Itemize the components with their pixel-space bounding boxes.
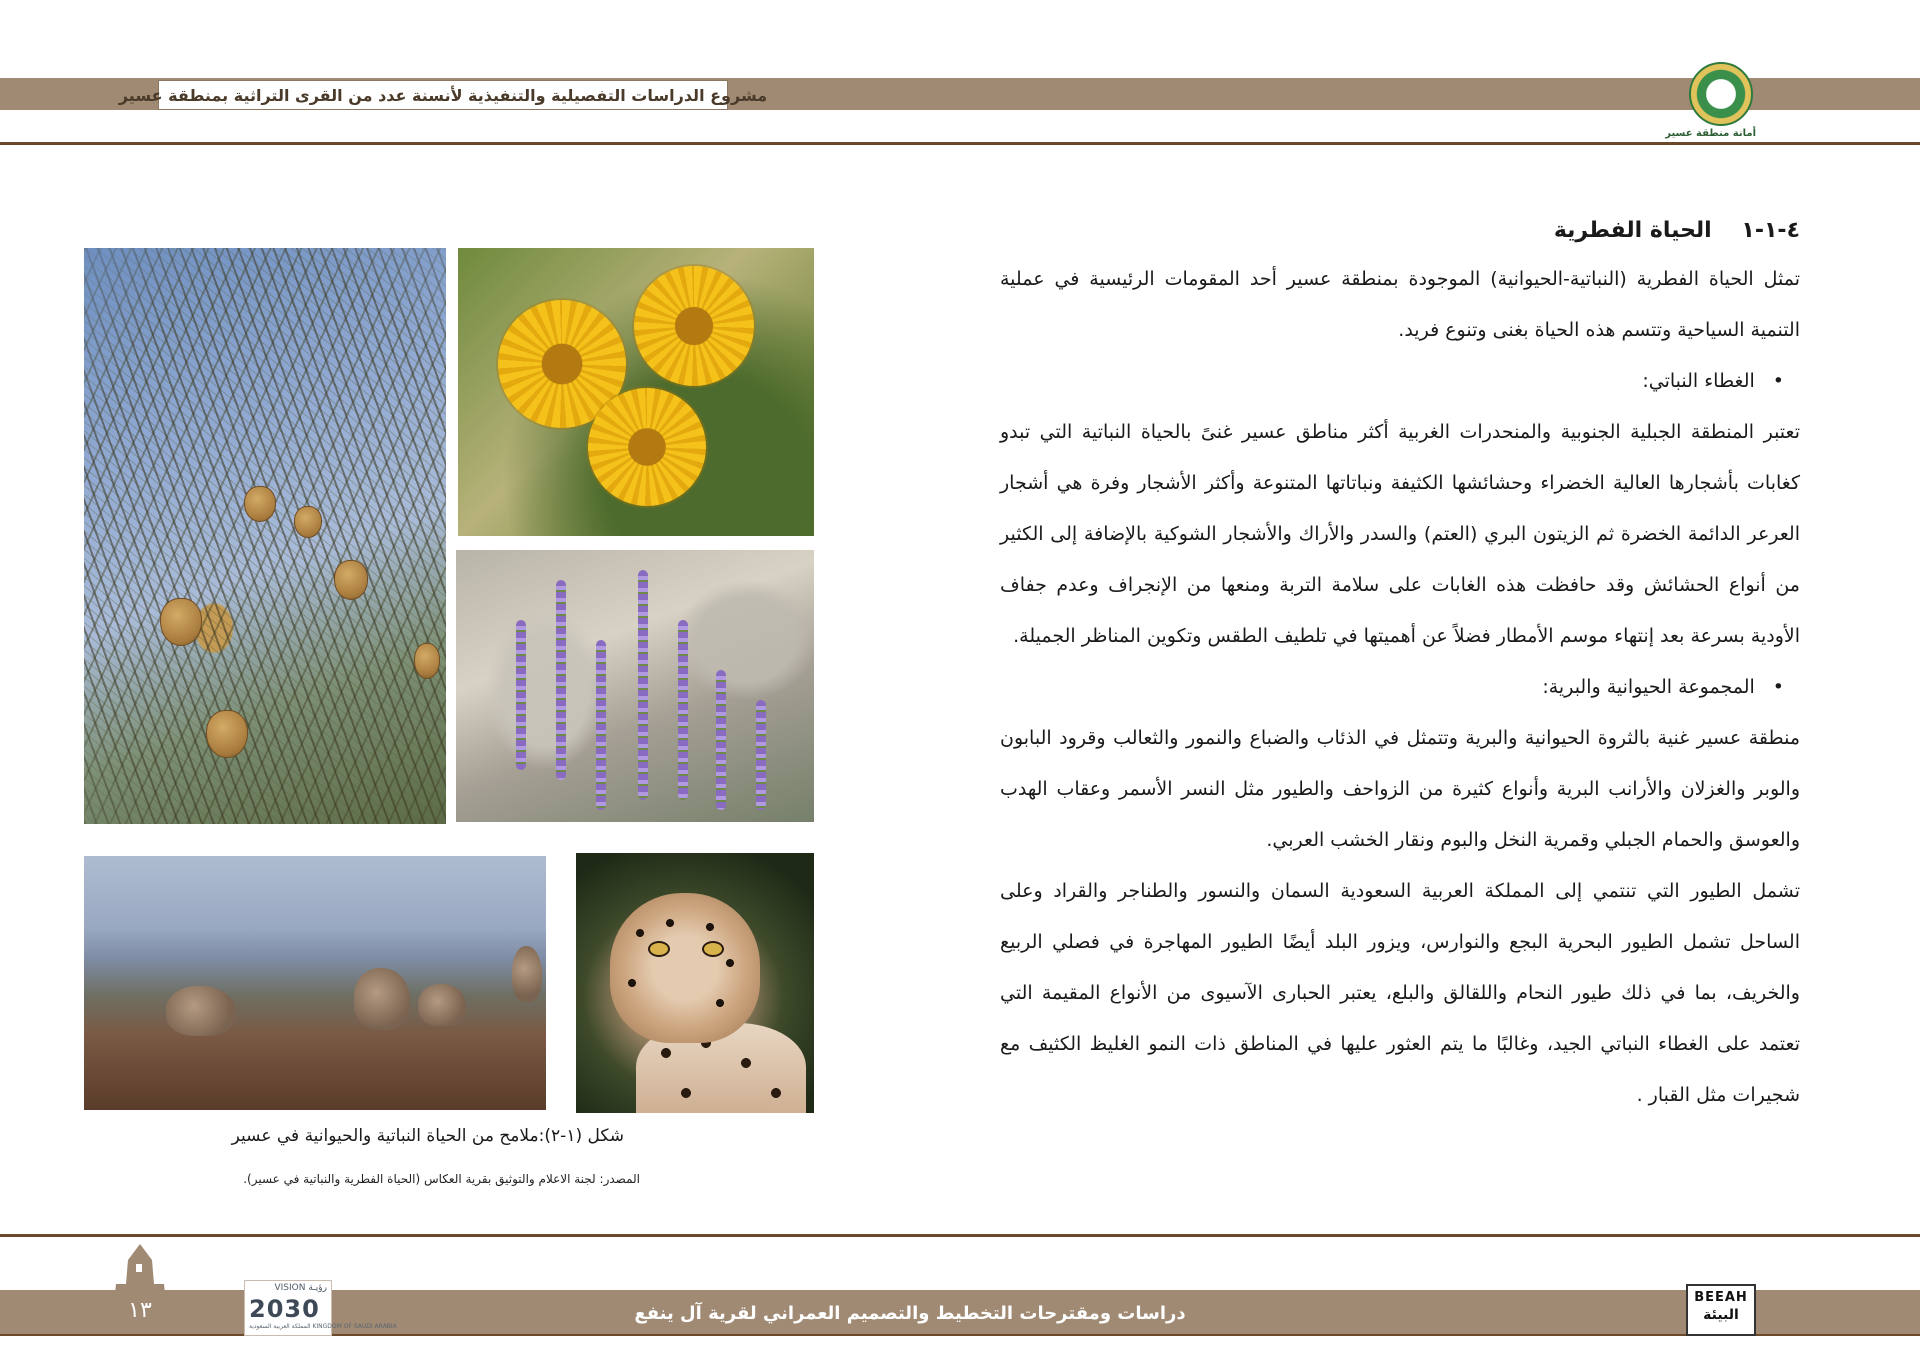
bird-nest — [244, 486, 276, 522]
bird-nest — [206, 710, 248, 758]
baboon — [512, 946, 542, 1002]
vision-label: VISION رؤيـة — [274, 1283, 327, 1293]
bird-nest — [160, 598, 202, 646]
leopard-eye — [702, 941, 724, 957]
beeah-logo — [1686, 1284, 1756, 1336]
municipality-logo — [1665, 62, 1756, 142]
wildlife-paragraph: منطقة عسير غنية بالثروة الحيوانية والبرية وتتمثل في الذئاب والضباع والنمور والثعالب وقرود البابون والوبر والغزلان والأرانب البرية وأنواع كثيرة من الزواحف والطيور مثل النسر الأسمر وعقاب الهدب والعوسق والحمام الجبلي وقمرية النخل والبوم ونقار الخشب العربي. — [1000, 727, 1800, 851]
footer-rule — [0, 1234, 1920, 1237]
beeah-logo-ar: البيئة — [1703, 1307, 1739, 1323]
section-heading — [1000, 210, 1800, 252]
flower-spike — [716, 670, 726, 810]
section-number: ٤-١-١ — [1741, 218, 1800, 243]
bullet-vegetation: • الغطاء النباتي: — [1000, 356, 1800, 407]
flower-spike — [756, 700, 766, 810]
logo-caption: أمانة منطقة عسير — [1665, 128, 1756, 139]
birds-paragraph: تشمل الطيور التي تنتمي إلى المملكة العربية السعودية السمان والنسور والطناجر والقراد وعلى الساحل تشمل الطيور البحرية البجع والنوارس، ويزور البلد أيضًا الطيور المهاجرة في فصلي الربيع والخريف، بما في ذلك طيور النحام واللقالق والبلع، يعتبر الحبارى الآسيوى من الأنواع المقيمة التي تعتمد على الغطاء النباتي الجيد، وغالبًا ما يتم العثور عليها في المناطق ذات النمو الغليظ الكثيف مع شجيرات مثل القبار . — [1000, 880, 1800, 1106]
header-rule — [0, 142, 1920, 145]
flower-spike — [516, 620, 526, 770]
yellow-flower — [588, 388, 706, 506]
vision-subtitle: المملكة العربية السعودية KINGDOM OF SAUDI ARABIA — [249, 1323, 397, 1330]
beeah-logo-en: BEEAH — [1694, 1290, 1748, 1305]
photo-leopard — [576, 853, 814, 1113]
vegetation-paragraph: تعتبر المنطقة الجبلية الجنوبية والمنحدرات الغربية أكثر مناطق عسير غنىً بالحياة النباتية التي تبدو كغابات بأشجارها العالية الخضراء وحشائشها الكثيفة ونباتاتها المتنوعة وأكثر الأشجار وفرة هي أشجار العرعر الدائمة الخضرة ثم الزيتون البري (العتم) والسدر والأراك والأشجار الشوكية بالإضافة إلى الكثير من أنواع الحشائش وقد حافظت هذه الغابات على سلامة التربة ومنعها من الإنجراف وعدم جفاف الأودية بسرعة بعد إنتهاء موسم الأمطار فضلاً عن أهميتها في تلطيف الطقس وتكوين المناظر الجميلة. — [1000, 421, 1800, 647]
main-text-column — [1000, 210, 1800, 1121]
vision-year: 2030 — [249, 1295, 320, 1323]
baboon — [418, 984, 466, 1026]
bird-nest — [414, 643, 440, 679]
intro-paragraph: تمثل الحياة الفطرية (النباتية-الحيوانية) الموجودة بمنطقة عسير أحد المقومات الرئيسية في عملية التنمية السياحية وتتسم هذه الحياة بغنى وتنوع فريد. — [1000, 268, 1800, 341]
photo-baboons — [84, 856, 546, 1110]
vision-2030-logo — [244, 1280, 397, 1336]
leopard-face — [610, 893, 760, 1043]
footer-title: دراسات ومقترحات التخطيط والتصميم العمراني لقرية آل ينفع — [634, 1302, 1186, 1324]
bird-nest — [334, 560, 368, 600]
baboon — [354, 968, 410, 1030]
bullet-wildlife: • المجموعة الحيوانية والبرية: — [1000, 662, 1800, 713]
bird-nest — [294, 506, 322, 538]
figure-source: المصدر: لجنة الاعلام والتوثيق بقرية العكاس (الحياة الفطرية والنباتية في عسير). — [243, 1172, 640, 1186]
page-number: ١٣ — [128, 1297, 152, 1323]
flower-spike — [678, 620, 688, 800]
leopard-eye — [648, 941, 670, 957]
project-title: مشروع الدراسات التفصيلية والتنفيذية لأنسنة عدد من القرى التراثية بمنطقة عسير — [158, 80, 728, 110]
municipality-emblem-icon — [1689, 62, 1753, 126]
flower-spike — [596, 640, 606, 810]
flower-spike — [556, 580, 566, 780]
photo-yellow-flowers — [458, 248, 814, 536]
section-title: الحياة الفطرية — [1553, 218, 1712, 243]
baboon — [166, 986, 236, 1036]
photo-tree-nests — [84, 248, 446, 824]
figure-caption: شكل (١-٢):ملامح من الحياة النباتية والحيوانية في عسير — [231, 1126, 624, 1146]
photo-purple-flowers — [456, 550, 814, 822]
flower-spike — [638, 570, 648, 800]
yellow-flower — [634, 266, 754, 386]
